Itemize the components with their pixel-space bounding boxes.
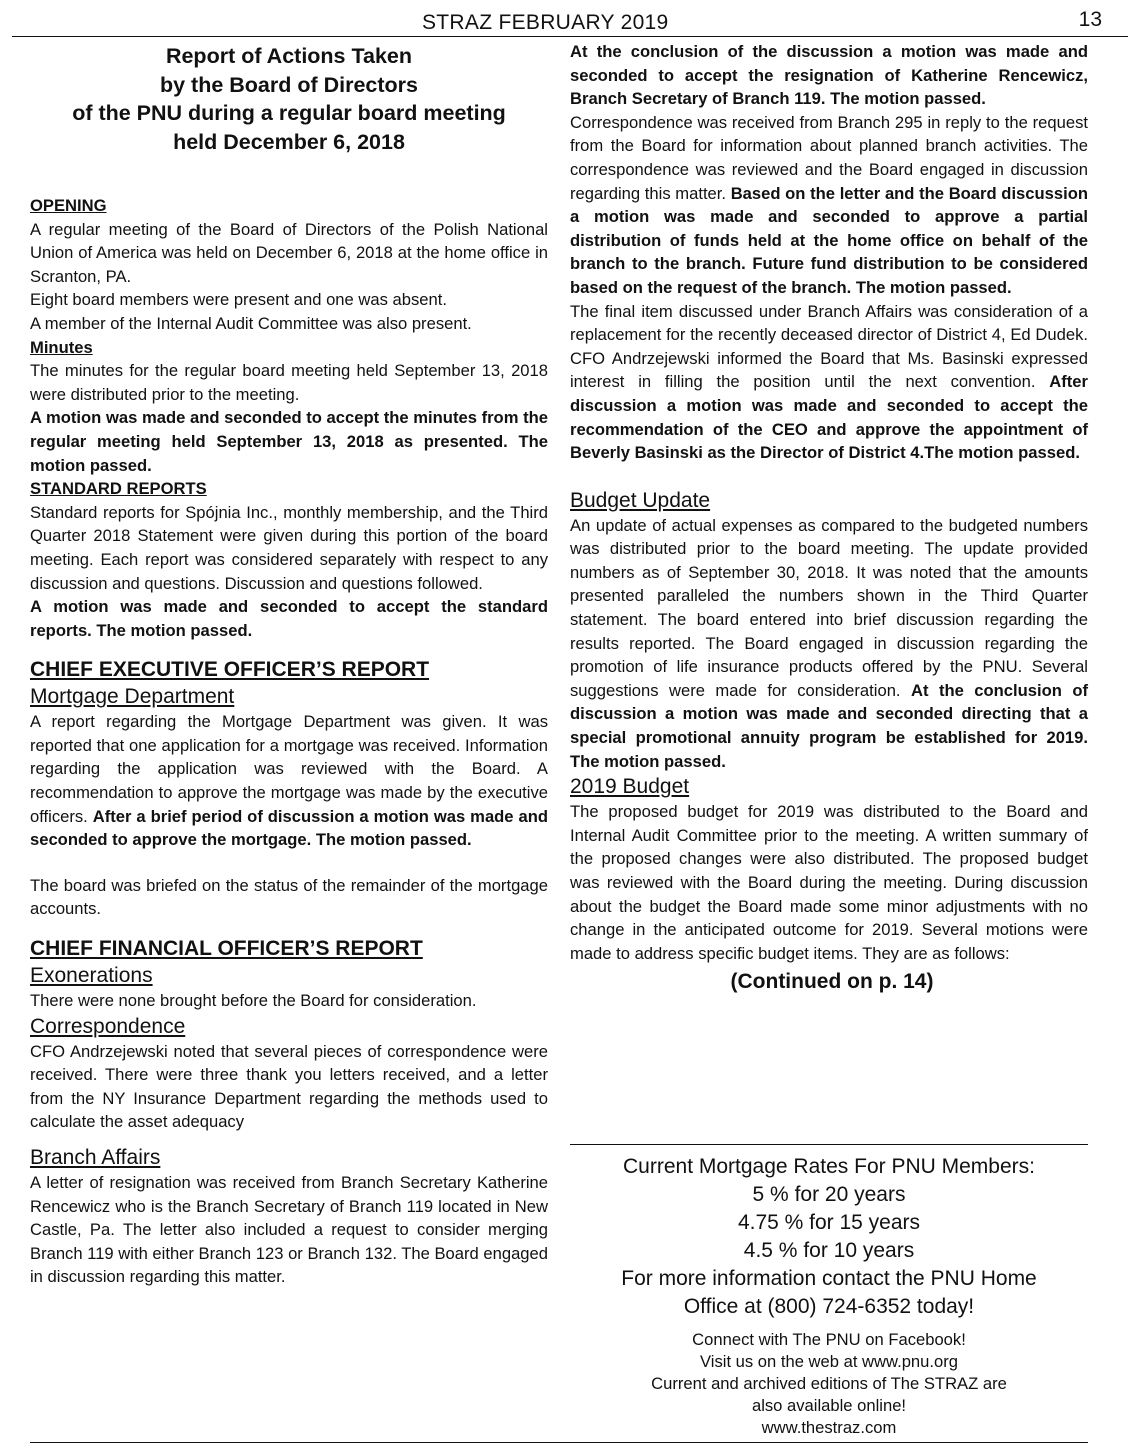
mortgage-rates-ad [570, 1144, 1088, 1450]
report-title-line-3: of the PNU during a regular board meeting [72, 101, 506, 125]
attendance-paragraph: Eight board members were present and one was absent. [30, 290, 447, 310]
facebook-line: Connect with The PNU on Facebook! [692, 1330, 966, 1349]
mortgage-rates-heading: Current Mortgage Rates For PNU Members: [623, 1155, 1035, 1178]
mortgage-motion: After a brief period of discussion a motion was made and seconded to approve the mortgage. The motion passed. [30, 806, 548, 850]
minutes-paragraph: The minutes for the regular board meeting held September 13, 2018 were distributed prior to the meeting. [30, 361, 548, 404]
website-line: Visit us on the web at www.pnu.org [700, 1352, 958, 1371]
report-title-line-2: by the Board of Directors [159, 72, 419, 97]
contact-line-2: Office at (800) 724-6352 today! [683, 1295, 975, 1318]
rate-20-years: 5 % for 20 years [752, 1183, 906, 1206]
resignation-motion: At the conclusion of the discussion a motion was made and seconded to accept the resignation of Katherine Rencewicz, Branch Secretary of Branch 119. The motion passed. [570, 42, 1088, 109]
straz-url: www.thestraz.com [761, 1418, 897, 1437]
archive-line-1: Current and archived editions of The STRAZ are [651, 1374, 1007, 1393]
annuity-program-motion: At the conclusion of discussion a motion was made and seconded directing that a special promotional annuity program be established for 2019. The motion passed. [570, 680, 1088, 771]
report-title-line-4: held December 6, 2018 [173, 129, 405, 154]
opening-paragraph: A regular meeting of the Board of Directors of the Polish National Union of America was held on December 6, 2018 at the home office in Scranton, PA. [30, 219, 548, 286]
contact-line-1: For more information contact the PNU Home [621, 1267, 1037, 1290]
exonerations-subheading: Exonerations [30, 964, 153, 988]
right-column [570, 40, 1088, 999]
cfo-report-heading: CHIEF FINANCIAL OFFICER’S REPORT [30, 937, 423, 961]
branch-affairs-subheading: Branch Affairs [30, 1146, 161, 1169]
opening-heading: OPENING [30, 196, 107, 215]
report-title [30, 42, 548, 156]
mortgage-accounts-paragraph: The board was briefed on the status of the remainder of the mortgage accounts. [30, 875, 548, 919]
rate-15-years: 4.75 % for 15 years [737, 1211, 921, 1234]
report-title-line-1: Report of Actions Taken [165, 44, 413, 68]
standard-reports-motion: A motion was made and seconded to accept the standard reports. The motion passed. [30, 597, 548, 640]
branch-295-motion: Based on the letter and the Board discussion a motion was made and seconded to approve a partial distribution of funds held at the home office on behalf of the branch to the branch. Future fund distribution to be considered based on the request of the branch. The motion passed. [570, 183, 1088, 297]
mortgage-paragraph-text: A report regarding the Mortgage Department was given. It was reported that one application for a mortgage was received. Information regarding the application was reviewed with the Board. A recommendation to approve the mortgage was made by the executive officers. [30, 712, 548, 826]
district-4-motion: After discussion a motion was made and seconded to accept the recommendation of the CEO and approve the appointment of Beverly Basinski as the Director of District 4.The motion passed. [570, 372, 1088, 463]
budget-2019-subheading: 2019 Budget [570, 775, 690, 799]
branch-affairs-paragraph: A letter of resignation was received from Branch Secretary Katherine Rencewicz who is the Branch Secretary of Branch 119 located in New Castle, Pa. The letter also included a request to consider merging Branch 119 with either Branch 123 or Branch 132. The Board engaged in discussion regarding this matter. [30, 1173, 548, 1287]
audit-committee-paragraph: A member of the Internal Audit Committee was also present. [30, 313, 472, 333]
budget-2019-paragraph: The proposed budget for 2019 was distributed to the Board and Internal Audit Committee prior to the meeting. A written summary of the proposed changes were also distributed. The proposed budget was reviewed with the Board during the meeting. During discussion about the budget the Board made some minor adjustments with no change in the anticipated outcome for 2019. Several motions were made to address specific budget items. They are as follows: [570, 802, 1088, 963]
budget-update-paragraph [570, 514, 1088, 774]
newspaper-issue-title: STRAZ FEBRUARY 2019 [422, 11, 669, 34]
district-4-text: The final item discussed under Branch Affairs was consideration of a replacement for the recently deceased director of District 4, Ed Dudek. CFO Andrzejewski informed the Board that Ms. Basinski expressed interest in filling the position until the next convention. [570, 301, 1088, 392]
mortgage-paragraph [30, 710, 548, 852]
archive-line-2: also available online! [751, 1396, 907, 1415]
budget-update-text: An update of actual expenses as compared to the budgeted numbers was distributed prior to the board meeting. The update provided numbers as of September 30, 2018. It was noted that the amounts presented paralleled the numbers shown in the Third Quarter statement. The board entered into brief discussion regarding the results reported. The Board engaged in discussion regarding the promotion of life insurance products offered by the PNU. Several suggestions were made for consideration. [570, 515, 1088, 700]
left-column [30, 40, 548, 1289]
exonerations-paragraph: There were none brought before the Board for consideration. [30, 991, 477, 1011]
footer-rule [30, 1442, 1088, 1443]
minutes-motion: A motion was made and seconded to accept the minutes from the regular meeting held September 13, 2018 as presented. The motion passed. [30, 408, 548, 475]
district-4-paragraph [570, 300, 1088, 465]
correspondence-paragraph: CFO Andrzejewski noted that several pieces of correspondence were received. There were three thank you letters received, and a letter from the NY Insurance Department regarding the methods used to calculate the asset adequacy [30, 1041, 548, 1132]
standard-reports-heading: STANDARD REPORTS [30, 479, 207, 499]
masthead [12, 6, 1128, 37]
branch-295-text: Correspondence was received from Branch 295 in reply to the request from the Board for information about planned branch activities. The correspondence was reviewed and the Board engaged in discussion regarding this matter. [570, 112, 1088, 203]
branch-295-paragraph [570, 111, 1088, 300]
correspondence-subheading: Correspondence [30, 1014, 186, 1038]
minutes-heading: Minutes [30, 337, 93, 357]
standard-reports-paragraph: Standard reports for Spójnia Inc., monthly membership, and the Third Quarter 2018 Statement were given during this portion of the board meeting. Each report was considered separately with respect to any discussion and questions. Discussion and questions followed. [30, 502, 548, 593]
page-number: 13 [1078, 8, 1102, 31]
budget-update-subheading: Budget Update [570, 488, 711, 512]
continued-notice: (Continued on p. 14) [730, 970, 934, 994]
mortgage-department-subheading: Mortgage Department [30, 685, 235, 709]
rate-10-years: 4.5 % for 10 years [743, 1239, 915, 1262]
ceo-report-heading: CHIEF EXECUTIVE OFFICER’S REPORT [30, 658, 430, 682]
